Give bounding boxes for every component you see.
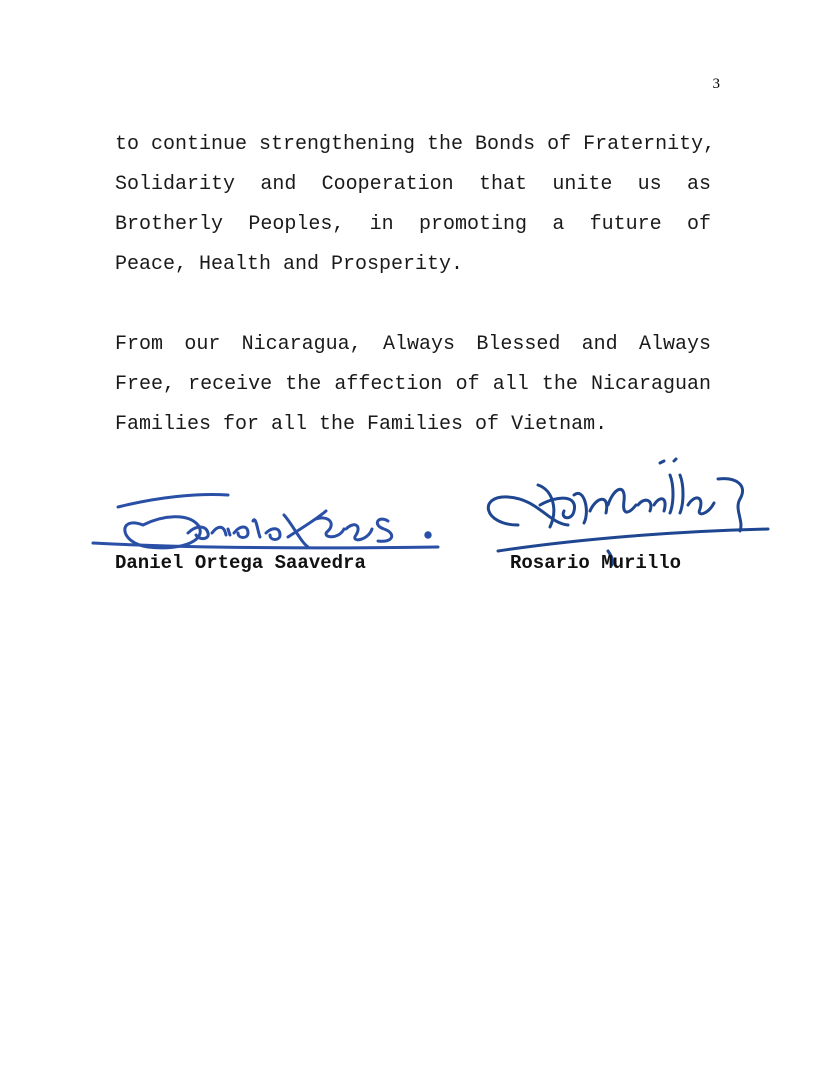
paragraph-1 [115, 125, 716, 285]
paragraph-line: Solidarity and Cooperation that unite us as [115, 173, 711, 196]
signature-daniel-ortega [88, 485, 443, 557]
paragraph-2 [115, 325, 711, 445]
signature-block [0, 455, 825, 585]
signer-name-rosario-murillo: Rosario Murillo [510, 552, 682, 574]
paragraph-line: Brotherly Peoples, in promoting a future of [115, 213, 711, 236]
paragraph-line: to continue strengthening the Bonds of Fraternity, [115, 133, 716, 156]
signature-rosario-murillo [478, 455, 770, 567]
paragraph-line: Free, receive the affection of all the Nicaraguan [115, 373, 711, 396]
paragraph-line: Peace, Health and Prosperity. [115, 253, 464, 276]
page-number: 3 [712, 76, 720, 92]
paragraph-line: From our Nicaragua, Always Blessed and Always [115, 333, 711, 356]
signer-name-daniel-ortega: Daniel Ortega Saavedra [115, 552, 366, 574]
paragraph-line: Families for all the Families of Vietnam. [115, 413, 608, 436]
